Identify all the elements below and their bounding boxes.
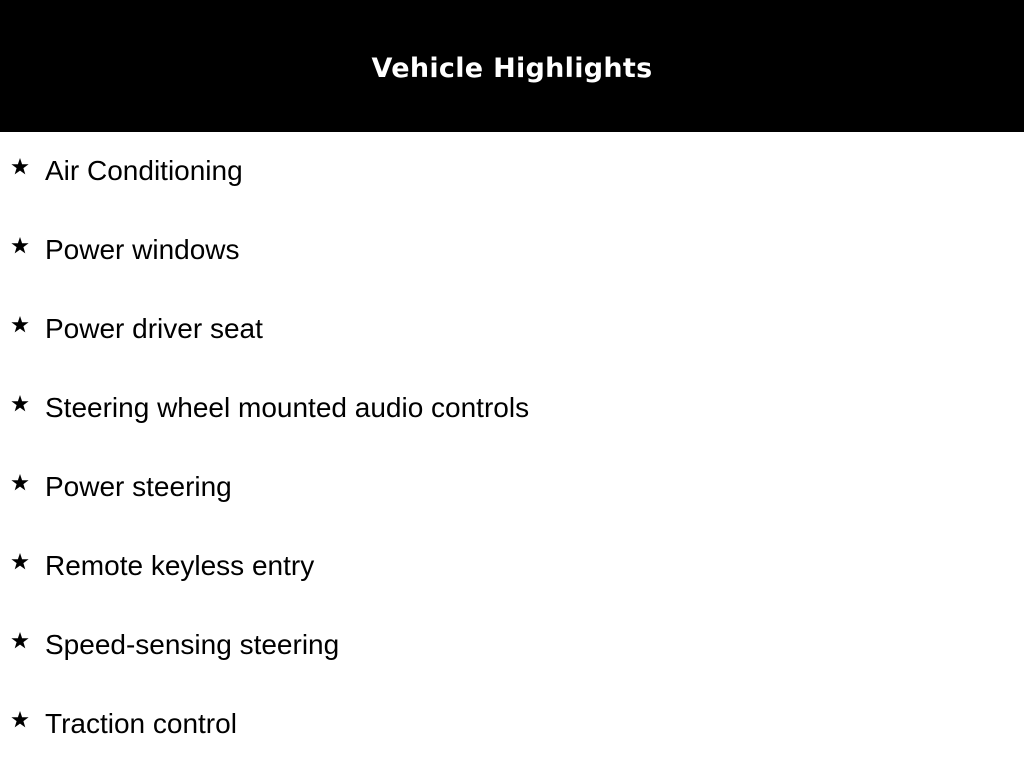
list-item-remote-keyless-entry <box>0 527 1024 606</box>
list-item-label: Power windows <box>45 234 240 265</box>
star-icon <box>10 631 30 651</box>
list-item-steering-wheel-audio-controls <box>0 369 1024 448</box>
star-icon <box>10 473 30 493</box>
star-icon <box>10 157 30 177</box>
star-icon <box>10 394 30 414</box>
list-item-speed-sensing-steering <box>0 606 1024 685</box>
list-item-label: Air Conditioning <box>45 155 243 186</box>
list-item-label: Steering wheel mounted audio controls <box>45 392 530 423</box>
list-item-label: Traction control <box>45 708 237 739</box>
star-icon <box>10 236 30 256</box>
page-title: Vehicle Highlights <box>371 52 653 84</box>
list-item-label: Power driver seat <box>45 313 263 344</box>
list-item-label: Power steering <box>45 471 232 502</box>
list-item-air-conditioning <box>0 132 1024 211</box>
highlights-list <box>0 132 1024 764</box>
star-icon <box>10 315 30 335</box>
list-item-power-steering <box>0 448 1024 527</box>
list-item-power-windows <box>0 211 1024 290</box>
list-item-power-driver-seat <box>0 290 1024 369</box>
list-item-label: Speed-sensing steering <box>45 629 340 660</box>
list-item-label: Remote keyless entry <box>45 550 315 581</box>
star-icon <box>10 552 30 572</box>
list-item-traction-control <box>0 685 1024 764</box>
star-icon <box>10 710 30 730</box>
page-header <box>0 0 1024 132</box>
